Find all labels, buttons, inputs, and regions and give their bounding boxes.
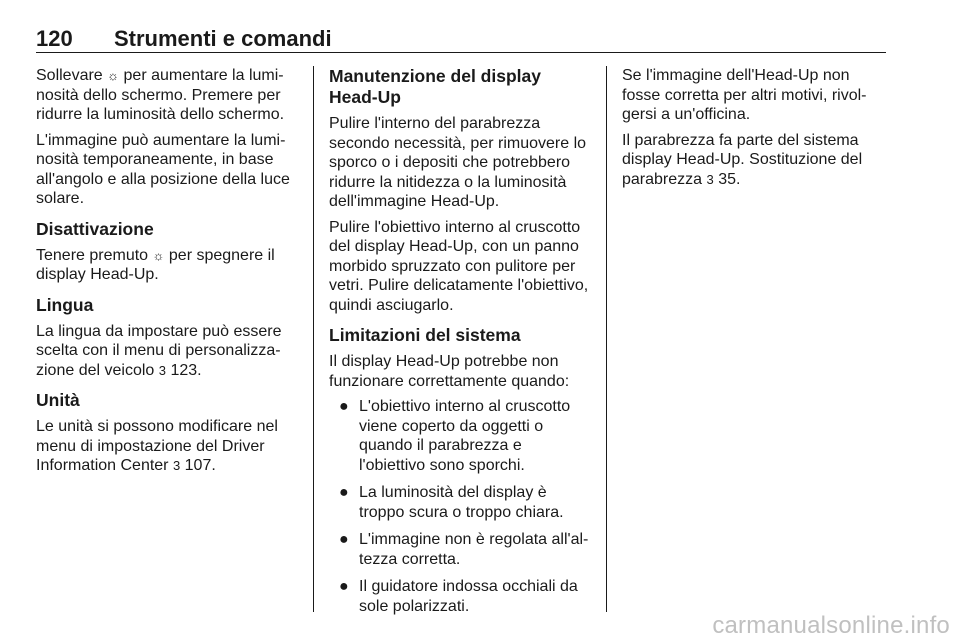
bullet-icon: ● xyxy=(339,531,349,548)
page-ref-link[interactable]: 107. xyxy=(184,457,216,474)
heading-maintenance: Manutenzione del display Head-Up xyxy=(329,66,541,107)
paragraph-brightness-note: L'immagine può aumentare la lumi-nosità temporaneamente, in base all'angolo e alla posizione della luce solare. xyxy=(36,131,290,207)
paragraph-windshield-replacement: Il parabrezza fa parte del sistema display Head-Up. Sostituzione del parabrezza 3 35. xyxy=(622,131,863,188)
page-ref-link[interactable]: 123. xyxy=(170,361,202,379)
paragraph-workshop: Se l'immagine dell'Head-Up non fosse corretta per altri motivi, rivol-gersi a un'officina. xyxy=(622,67,867,123)
page-ref-icon: 3 xyxy=(706,171,714,187)
paragraph-deactivation: Tenere premuto ☼ per spegnere il display Head-Up. xyxy=(36,246,275,283)
column-divider xyxy=(313,66,314,612)
list-item: ● La luminosità del display è troppo scura o troppo chiara. xyxy=(339,484,564,521)
page-header xyxy=(36,26,886,54)
heading-deactivation: Disattivazione xyxy=(36,218,154,239)
paragraph-lens-cleaning: Pulire l'obiettivo interno al cruscotto del display Head-Up, con un panno morbido spruzzato con pulitore per vetri. Pulire delicatamente l'obiettivo, quindi asciugarlo. xyxy=(329,218,589,314)
brightness-icon: ☼ xyxy=(107,68,120,83)
paragraph-units: Le unità si possono modificare nel menu di impostazione del Driver Information Center 3 107. xyxy=(36,418,278,474)
bullet-icon: ● xyxy=(339,578,349,595)
bullet-icon: ● xyxy=(339,484,349,501)
heading-units: Unità xyxy=(36,390,80,410)
chapter-title: Strumenti e comandi xyxy=(114,26,332,51)
page-ref-icon: 3 xyxy=(158,362,166,378)
paragraph-windshield-cleaning: Pulire l'interno del parabrezza secondo necessità, per rimuovere lo sporco o i depositi che potrebbero ridurre la nitidezza o la luminosità dell'immagine Head-Up. xyxy=(329,115,587,210)
brightness-icon: ☼ xyxy=(152,247,165,263)
paragraph-limitations-intro: Il display Head-Up potrebbe non funzionare correttamente quando: xyxy=(329,353,570,390)
list-item: ● Il guidatore indossa occhiali da sole polarizzati. xyxy=(339,578,578,615)
list-item: ● L'immagine non è regolata all'al-tezza corretta. xyxy=(339,531,589,568)
paragraph-brightness-up: Sollevare ☼ per aumentare la lumi-nosità dello schermo. Premere per ridurre la luminosità dello schermo. xyxy=(36,67,285,123)
page-ref-link[interactable]: 35. xyxy=(718,170,741,188)
column-divider xyxy=(606,66,607,612)
bullet-icon: ● xyxy=(339,398,349,415)
paragraph-language: La lingua da impostare può essere scelta con il menu di personalizza-zione del veicolo 3 123. xyxy=(36,322,282,379)
heading-limitations: Limitazioni del sistema xyxy=(329,325,521,345)
column-middle xyxy=(329,66,591,624)
header-divider xyxy=(36,52,886,53)
heading-language: Lingua xyxy=(36,294,94,315)
page-ref-icon: 3 xyxy=(172,458,181,473)
watermark: carmanualsonline.info xyxy=(712,612,950,639)
limitations-list xyxy=(329,397,591,616)
column-left xyxy=(36,66,294,482)
page-number: 120 xyxy=(36,26,73,51)
list-item: ● L'obiettivo interno al cruscotto viene coperto da oggetti o quando il parabrezza e l'obiettivo sono sporchi. xyxy=(339,398,571,474)
column-right xyxy=(622,66,886,195)
